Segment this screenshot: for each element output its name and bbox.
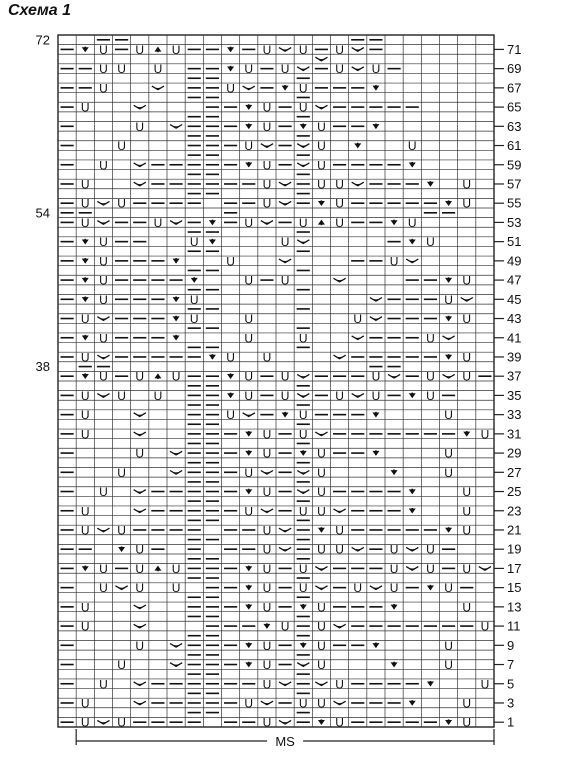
row-number-label: 33	[507, 407, 522, 423]
yarn-over-symbol: U	[444, 465, 453, 480]
row-number-label: 13	[507, 599, 522, 615]
row-number-label: 3	[507, 695, 515, 711]
yarn-over-symbol: U	[262, 677, 272, 692]
row-number-label: 25	[507, 484, 522, 500]
yarn-over-symbol: U	[462, 696, 472, 711]
yarn-over-symbol: U	[80, 427, 90, 442]
row-number-label: 57	[507, 176, 522, 192]
yarn-over-symbol: U	[99, 235, 108, 250]
row-number-label: 69	[507, 61, 522, 77]
yarn-over-symbol: U	[226, 408, 235, 423]
yarn-over-symbol: U	[99, 331, 108, 346]
yarn-over-symbol: U	[226, 254, 235, 269]
yarn-over-symbol: U	[262, 427, 272, 442]
yarn-over-symbol: U	[99, 485, 108, 500]
yarn-over-symbol: U	[298, 504, 308, 519]
yarn-over-symbol: U	[407, 215, 417, 230]
yarn-over-symbol: U	[244, 331, 254, 346]
yarn-over-symbol: U	[226, 81, 235, 96]
yarn-over-symbol: U	[262, 542, 272, 557]
row-number-label: 11	[507, 618, 521, 634]
yarn-over-symbol: U	[244, 369, 254, 384]
yarn-over-symbol: U	[80, 177, 90, 192]
yarn-over-symbol: U	[117, 139, 126, 154]
yarn-over-symbol: U	[317, 465, 326, 480]
row-number-label: 31	[507, 426, 522, 442]
yarn-over-symbol: U	[99, 561, 108, 576]
row-number-label: 19	[507, 541, 522, 557]
yarn-over-symbol: U	[335, 42, 344, 57]
yarn-over-symbol: U	[298, 408, 308, 423]
yarn-over-symbol: U	[135, 42, 145, 57]
yarn-over-symbol: U	[80, 312, 90, 327]
yarn-over-symbol: U	[480, 619, 490, 634]
yarn-over-symbol: U	[80, 408, 90, 423]
row-number-label: 21	[507, 522, 522, 538]
yarn-over-symbol: U	[298, 331, 308, 346]
row-number-label: 67	[507, 80, 522, 96]
yarn-over-symbol: U	[117, 715, 126, 730]
yarn-over-symbol: U	[317, 139, 326, 154]
yarn-over-symbol: U	[244, 273, 254, 288]
row-number-label: 7	[507, 657, 515, 673]
yarn-over-symbol: U	[426, 388, 435, 403]
yarn-over-symbol: U	[335, 715, 344, 730]
yarn-over-symbol: U	[335, 523, 344, 538]
yarn-over-symbol: U	[335, 196, 344, 211]
yarn-over-symbol: U	[317, 485, 326, 500]
yarn-over-symbol: U	[189, 235, 199, 250]
yarn-over-symbol: U	[280, 235, 290, 250]
yarn-over-symbol: U	[426, 235, 435, 250]
yarn-over-symbol: U	[153, 215, 163, 230]
row-number-label: 47	[507, 272, 522, 288]
yarn-over-symbol: U	[298, 427, 308, 442]
yarn-over-symbol: U	[244, 139, 254, 154]
yarn-over-symbol: U	[298, 561, 308, 576]
yarn-over-symbol: U	[317, 158, 326, 173]
row-number-label: 65	[507, 99, 522, 115]
yarn-over-symbol: U	[317, 446, 326, 461]
yarn-over-symbol: U	[244, 215, 254, 230]
yarn-over-symbol: U	[262, 523, 272, 538]
yarn-over-symbol: U	[117, 465, 126, 480]
row-number-label: 39	[507, 349, 522, 365]
yarn-over-symbol: U	[462, 715, 472, 730]
yarn-over-symbol: U	[371, 388, 381, 403]
yarn-over-symbol: U	[335, 215, 344, 230]
yarn-over-symbol: U	[153, 388, 163, 403]
yarn-over-symbol: U	[117, 62, 126, 77]
yarn-over-symbol: U	[80, 350, 90, 365]
yarn-over-symbol: U	[80, 388, 90, 403]
yarn-over-symbol: U	[117, 196, 126, 211]
yarn-over-symbol: U	[262, 581, 272, 596]
row-number-label: 35	[507, 387, 522, 403]
yarn-over-symbol: U	[135, 446, 145, 461]
yarn-over-symbol: U	[117, 523, 126, 538]
yarn-over-symbol: U	[462, 504, 472, 519]
yarn-over-symbol: U	[135, 119, 145, 134]
yarn-over-symbol: U	[80, 215, 90, 230]
yarn-over-symbol: U	[244, 388, 254, 403]
yarn-over-symbol: U	[262, 158, 272, 173]
yarn-over-symbol: U	[353, 312, 363, 327]
yarn-over-symbol: U	[444, 292, 453, 307]
yarn-over-symbol: U	[117, 658, 126, 673]
yarn-over-symbol: U	[280, 369, 290, 384]
yarn-over-symbol: U	[298, 215, 308, 230]
row-number-label: 61	[507, 138, 522, 154]
yarn-over-symbol: U	[262, 561, 272, 576]
yarn-over-symbol: U	[298, 42, 308, 57]
yarn-over-symbol: U	[426, 542, 435, 557]
yarn-over-symbol: U	[298, 696, 308, 711]
yarn-over-symbol: U	[262, 638, 272, 653]
yarn-over-symbol: U	[407, 139, 417, 154]
yarn-over-symbol: U	[462, 273, 472, 288]
yarn-over-symbol: U	[262, 119, 272, 134]
row-number-label: 1	[507, 714, 515, 730]
yarn-over-symbol: U	[99, 273, 108, 288]
row-number-label: 55	[507, 195, 522, 211]
yarn-over-symbol: U	[153, 62, 163, 77]
yarn-over-symbol: U	[317, 542, 326, 557]
yarn-over-symbol: U	[462, 196, 472, 211]
yarn-over-symbol: U	[262, 350, 272, 365]
yarn-over-symbol: U	[317, 658, 326, 673]
yarn-over-symbol: U	[335, 388, 344, 403]
yarn-over-symbol: U	[262, 42, 272, 57]
yarn-over-symbol: U	[244, 504, 254, 519]
yarn-over-symbol: U	[317, 504, 326, 519]
row-number-label: 5	[507, 676, 515, 692]
yarn-over-symbol: U	[171, 42, 181, 57]
yarn-over-symbol: U	[280, 619, 290, 634]
row-number-label-left: 38	[35, 359, 50, 375]
yarn-over-symbol: U	[262, 196, 272, 211]
yarn-over-symbol: U	[335, 677, 344, 692]
row-number-label: 49	[507, 253, 522, 269]
yarn-over-symbol: U	[335, 62, 344, 77]
yarn-over-symbol: U	[389, 561, 399, 576]
yarn-over-symbol: U	[298, 581, 308, 596]
yarn-over-symbol: U	[298, 81, 308, 96]
yarn-over-symbol: U	[99, 158, 108, 173]
yarn-over-symbol: U	[99, 254, 108, 269]
row-number-label-left: 72	[35, 32, 50, 48]
yarn-over-symbol: U	[80, 619, 90, 634]
yarn-over-symbol: U	[244, 465, 254, 480]
yarn-over-symbol: U	[99, 677, 108, 692]
yarn-over-symbol: U	[444, 658, 453, 673]
yarn-over-symbol: U	[262, 715, 272, 730]
repeat-label: MS	[275, 734, 295, 749]
yarn-over-symbol: U	[80, 696, 90, 711]
yarn-over-symbol: U	[135, 561, 145, 576]
row-number-label: 17	[507, 560, 522, 576]
yarn-over-symbol: U	[80, 523, 90, 538]
yarn-over-symbol: U	[444, 638, 453, 653]
yarn-over-symbol: U	[189, 312, 199, 327]
yarn-over-symbol: U	[80, 600, 90, 615]
yarn-over-symbol: U	[80, 715, 90, 730]
row-number-label: 45	[507, 291, 522, 307]
row-number-label: 51	[507, 234, 522, 250]
yarn-over-symbol: U	[480, 677, 490, 692]
yarn-over-symbol: U	[389, 542, 399, 557]
yarn-over-symbol: U	[317, 619, 326, 634]
yarn-over-symbol: U	[426, 561, 435, 576]
yarn-over-symbol: U	[80, 504, 90, 519]
row-number-label: 59	[507, 157, 522, 173]
yarn-over-symbol: U	[371, 62, 381, 77]
row-number-label: 37	[507, 368, 522, 384]
row-number-label: 15	[507, 580, 522, 596]
row-number-label: 53	[507, 214, 522, 230]
yarn-over-symbol: U	[335, 542, 344, 557]
yarn-over-symbol: U	[462, 177, 472, 192]
yarn-over-symbol: U	[244, 696, 254, 711]
yarn-over-symbol: U	[262, 600, 272, 615]
yarn-over-symbol: U	[171, 581, 181, 596]
yarn-over-symbol: U	[99, 81, 108, 96]
yarn-over-symbol: U	[99, 369, 108, 384]
yarn-over-symbol: U	[80, 196, 90, 211]
yarn-over-symbol: U	[353, 581, 363, 596]
yarn-over-symbol: U	[262, 658, 272, 673]
yarn-over-symbol: U	[171, 369, 181, 384]
yarn-over-symbol: U	[99, 42, 108, 57]
chart-title: Схема 1	[8, 2, 72, 19]
yarn-over-symbol: U	[280, 388, 290, 403]
yarn-over-symbol: U	[389, 581, 399, 596]
row-number-label: 63	[507, 118, 522, 134]
yarn-over-symbol: U	[462, 312, 472, 327]
yarn-over-symbol: U	[462, 485, 472, 500]
yarn-over-symbol: U	[135, 542, 145, 557]
yarn-over-symbol: U	[135, 638, 145, 653]
yarn-over-symbol: U	[135, 369, 145, 384]
yarn-over-symbol: U	[335, 177, 344, 192]
yarn-over-symbol: U	[280, 62, 290, 77]
yarn-over-symbol: U	[317, 600, 326, 615]
yarn-over-symbol: U	[371, 369, 381, 384]
row-number-label: 27	[507, 464, 522, 480]
yarn-over-symbol: U	[280, 273, 290, 288]
yarn-over-symbol: U	[426, 331, 435, 346]
yarn-over-symbol: U	[171, 561, 181, 576]
yarn-over-symbol: U	[317, 638, 326, 653]
yarn-over-symbol: U	[262, 446, 272, 461]
yarn-over-symbol: U	[317, 696, 326, 711]
row-number-label: 41	[507, 330, 522, 346]
yarn-over-symbol: U	[317, 177, 326, 192]
yarn-over-symbol: U	[444, 446, 453, 461]
yarn-over-symbol: U	[298, 100, 308, 115]
yarn-over-symbol: U	[117, 388, 126, 403]
row-number-label: 29	[507, 445, 522, 461]
yarn-over-symbol: U	[444, 408, 453, 423]
row-number-label: 43	[507, 311, 522, 327]
yarn-over-symbol: U	[262, 100, 272, 115]
yarn-over-symbol: U	[426, 369, 435, 384]
yarn-over-symbol: U	[189, 292, 199, 307]
yarn-over-symbol: U	[99, 581, 108, 596]
yarn-over-symbol: U	[462, 350, 472, 365]
row-number-label: 71	[507, 41, 522, 57]
yarn-over-symbol: U	[444, 581, 453, 596]
yarn-over-symbol: U	[244, 62, 254, 77]
row-number-label: 9	[507, 637, 515, 653]
yarn-over-symbol: U	[462, 600, 472, 615]
yarn-over-symbol: U	[226, 350, 235, 365]
yarn-over-symbol: U	[262, 177, 272, 192]
yarn-over-symbol: U	[80, 100, 90, 115]
yarn-over-symbol: U	[462, 561, 472, 576]
yarn-over-symbol: U	[462, 369, 472, 384]
yarn-over-symbol: U	[262, 485, 272, 500]
yarn-over-symbol: U	[99, 62, 108, 77]
yarn-over-symbol: U	[389, 254, 399, 269]
yarn-over-symbol: U	[480, 427, 490, 442]
row-number-label: 23	[507, 503, 522, 519]
yarn-over-symbol: U	[244, 312, 254, 327]
yarn-over-symbol: U	[462, 523, 472, 538]
yarn-over-symbol: U	[135, 581, 145, 596]
row-number-label-left: 54	[35, 205, 50, 221]
yarn-over-symbol: U	[99, 292, 108, 307]
yarn-over-symbol: U	[317, 119, 326, 134]
